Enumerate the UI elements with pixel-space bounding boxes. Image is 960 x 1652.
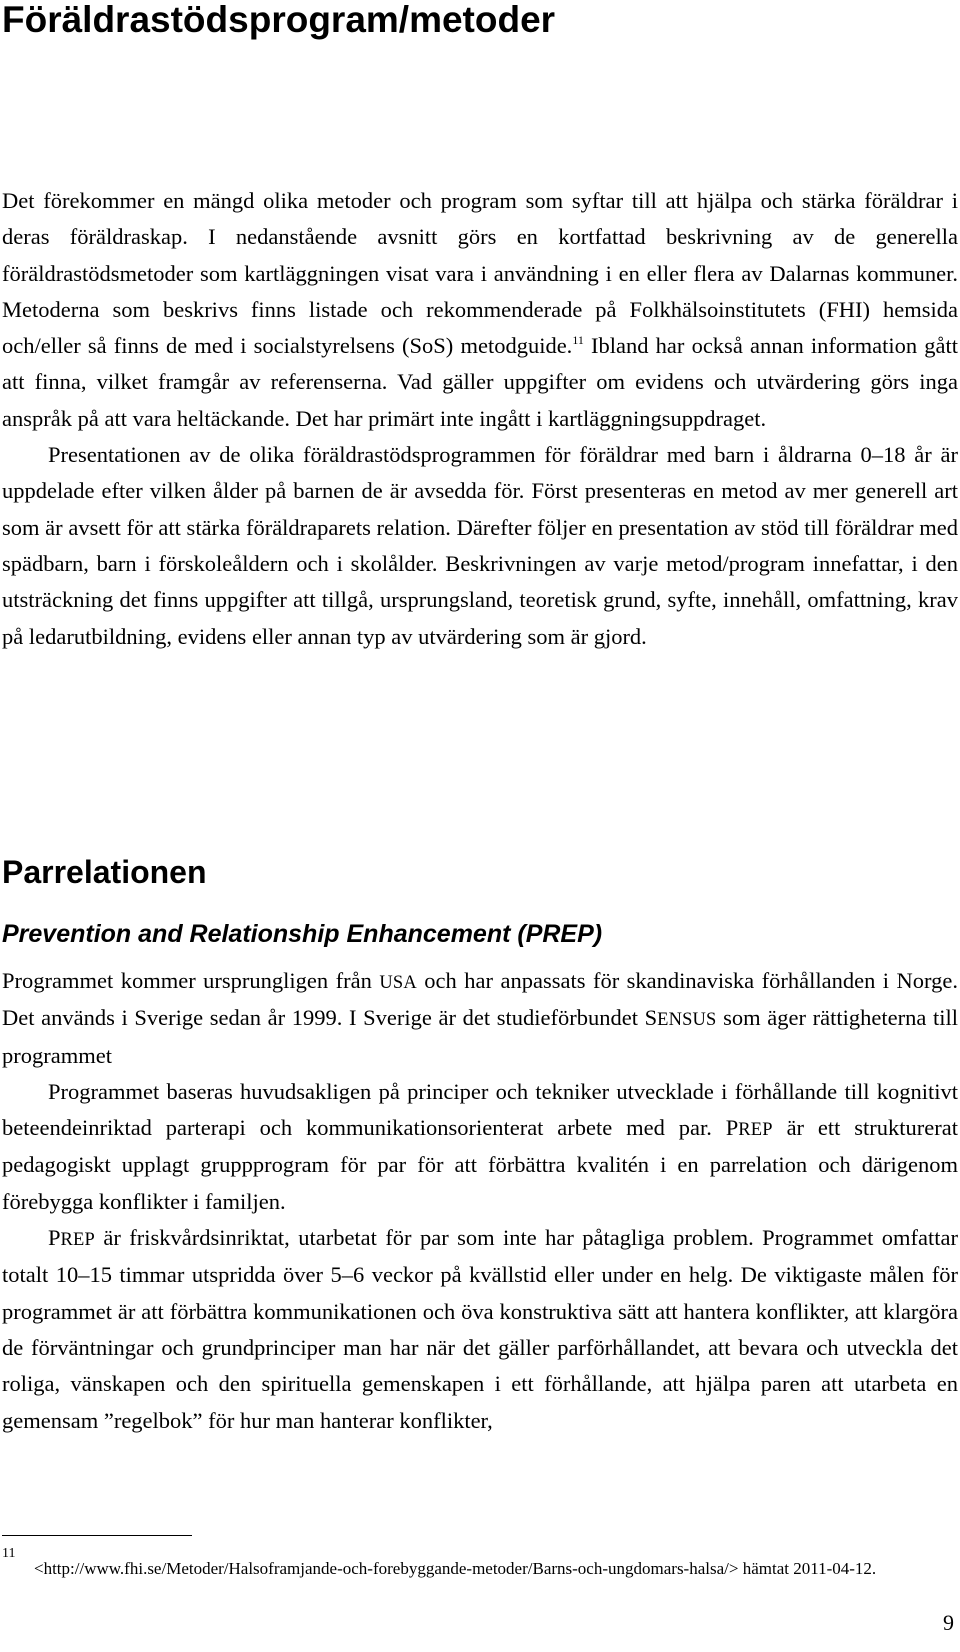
section-heading: Parrelationen (2, 854, 207, 890)
intro-paragraph-2: Presentationen av de olika föräldrastödsprogrammen för föräldrar med barn i åldrarna 0–18 år är uppdelade efter vilken ålder på barnen de är avsedda för. Först presenteras en metod av mer generell art som är avsett för att stärka föräldraparets relation. Därefter följer en presentation av stöd till föräldrar med spädbarn, barn i förskoleåldern och i skolålder. Beskrivningen av varje metod/program innefattar, i den utsträckning det finns uppgifter att tillgå, ursprungsland, teoretisk grund, syfte, innehåll, omfattning, krav på ledarutbildning, evidens eller annan typ av utvärdering som är gjord. (2, 442, 958, 649)
prep-paragraph-3: PREP är friskvårdsinriktat, utarbetat för par som inte har påtagliga problem. Programmet omfattar totalt 10–15 timmar utspridda över 5–6 veckor på kvällstid eller under en helg. De viktigaste målen för programmet är att förbättra kommunikationen och öva konstruktiva sätt att hantera konflikter, att klargöra de förväntningar och grundprinciper man har när det gäller parförhållandet, att bevara och utveckla det roliga, vänskapen och den spirituella gemenskapen i ett förhållande, att hjälpa paren att utarbeta en gemensam ”regelbok” för hur man hanterar konflikter, (2, 1225, 958, 1433)
prep-section (2, 963, 958, 1439)
intro-paragraph-1: Det förekommer en mängd olika metoder och program som syftar till att hjälpa och stärka föräldrar i deras föräldraskap. I nedanstående avsnitt görs en kortfattad beskrivning av de generella föräldrastödsmetoder som kartläggningen visat vara i användning i en eller flera av Dalarnas kommuner. Metoderna som beskrivs finns listade och rekommenderade på Folkhälsoinstitutets (FHI) hemsida och/eller så finns de med i socialstyrelsens (SoS) metodguide.$^{11}$ Ibland har också annan information gått att finna, vilket framgår av referenserna. Vad gäller uppgifter om evidens och utvärdering görs inga anspråk på att vara heltäckande. Det har primärt inte ingått i kartläggningsuppdraget. (2, 188, 958, 431)
page-title: Föräldrastödsprogram/metoder (2, 0, 556, 40)
footnote-divider (2, 1535, 192, 1536)
footnote-number: 11 (2, 1546, 16, 1561)
page-number: 9 (943, 1610, 954, 1635)
footnote-ref[interactable]: 11 (572, 333, 584, 348)
section-subheading: Prevention and Relationship Enhancement (PREP) (2, 920, 603, 948)
intro-section (2, 183, 958, 655)
prep-paragraph-2: Programmet baseras huvudsakligen på principer och tekniker utvecklade i förhållande till kognitivt beteendeinriktad parterapi och kommunikationsorienterat arbete med par. PREP är ett strukturerat pedagogiskt upplagt gruppprogram för par för att förbättra kvalitén i en parrelation och därigenom förebygga konflikter i familjen. (2, 1078, 958, 1214)
prep-paragraph-1: Programmet kommer ursprungligen från USA och har anpassats för skandinaviska förhållanden i Norge. Det används i Sverige sedan år 1999. I Sverige är det studieförbundet SENSUS som äger rättigheterna till programmet (2, 968, 958, 1068)
footnote-text: <http://www.fhi.se/Metoder/Halsoframjande-och-forebyggande-metoder/Barns-och-ungdomars-halsa/> hämtat 2011-04-12. (34, 1559, 877, 1578)
